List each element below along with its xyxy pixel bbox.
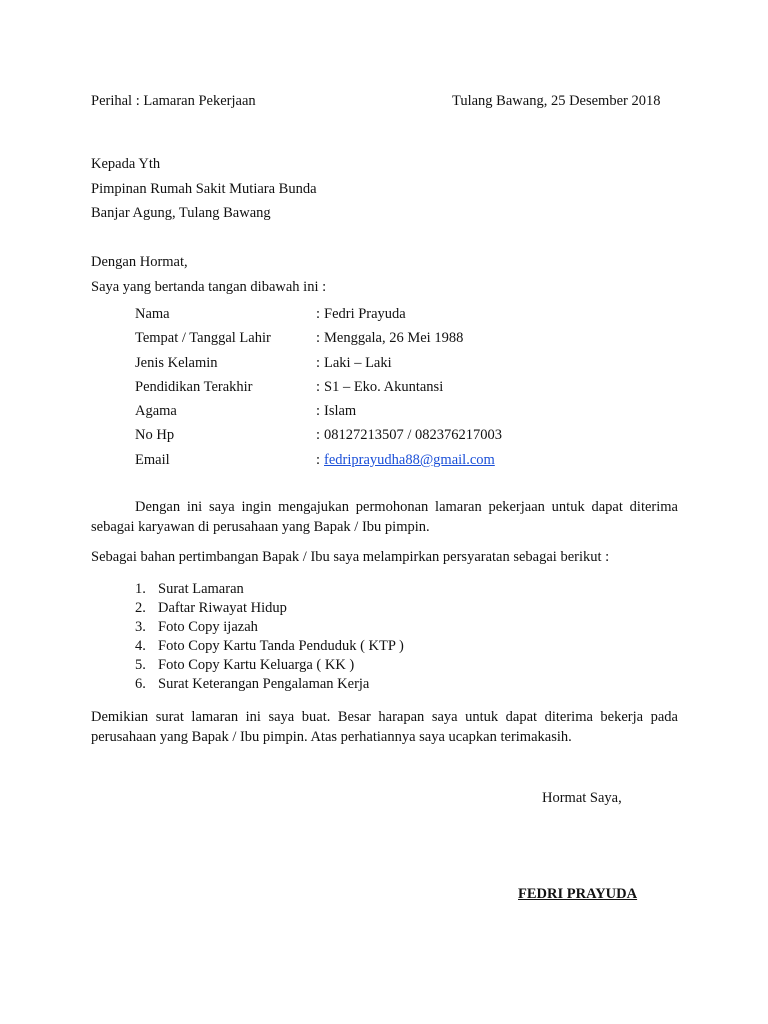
- identity-row-religion: [135, 402, 655, 420]
- recipient-line-3: Banjar Agung, Tulang Bawang: [91, 205, 271, 221]
- list-item: [135, 637, 635, 655]
- list-item-text: Surat Keterangan Pengalaman Kerja: [158, 676, 370, 692]
- identity-value: S1 – Eko. Akuntansi: [324, 379, 444, 395]
- identity-colon: :: [316, 403, 321, 419]
- list-item-text: Daftar Riwayat Hidup: [158, 600, 287, 616]
- identity-label: No Hp: [135, 427, 175, 443]
- identity-value: Islam: [324, 403, 357, 419]
- identity-row-gender: [135, 354, 655, 372]
- greeting: Dengan Hormat,: [91, 254, 188, 270]
- list-item: [135, 599, 635, 617]
- identity-value: 08127213507 / 082376217003: [324, 427, 503, 443]
- list-item-number: 2.: [135, 600, 146, 616]
- identity-label: Nama: [135, 306, 170, 322]
- intro-line: Saya yang bertanda tangan dibawah ini :: [91, 279, 327, 295]
- list-item: [135, 618, 635, 636]
- list-item-number: 3.: [135, 619, 146, 635]
- identity-label: Email: [135, 452, 170, 468]
- identity-row-email: [135, 451, 655, 469]
- identity-value: Laki – Laki: [324, 355, 392, 371]
- place-date: Tulang Bawang, 25 Desember 2018: [452, 93, 661, 109]
- list-item-number: 1.: [135, 581, 146, 597]
- list-item-text: Surat Lamaran: [158, 581, 244, 597]
- list-item-number: 5.: [135, 657, 146, 673]
- identity-label: Agama: [135, 403, 177, 419]
- recipient-line-2: Pimpinan Rumah Sakit Mutiara Bunda: [91, 181, 317, 197]
- identity-colon: :: [316, 452, 321, 468]
- list-item-number: 6.: [135, 676, 146, 692]
- identity-row-name: [135, 305, 655, 323]
- body-paragraph-1: Dengan ini saya ingin mengajukan permohonan lamaran pekerjaan untuk dapat diterima sebagai karyawan di perusahaan yang Bapak / Ibu pimpin.: [91, 499, 678, 535]
- list-item-text: Foto Copy Kartu Keluarga ( KK ): [158, 657, 355, 673]
- identity-colon: :: [316, 355, 321, 371]
- list-item-text: Foto Copy Kartu Tanda Penduduk ( KTP ): [158, 638, 404, 654]
- list-item: [135, 656, 635, 674]
- identity-colon: :: [316, 330, 321, 346]
- list-item-number: 4.: [135, 638, 146, 654]
- identity-value: Fedri Prayuda: [324, 306, 406, 322]
- identity-colon: :: [316, 306, 321, 322]
- identity-row-birth: [135, 329, 655, 347]
- list-item: [135, 580, 635, 598]
- identity-label: Tempat / Tanggal Lahir: [135, 330, 271, 346]
- signatory-name: FEDRI PRAYUDA: [518, 886, 638, 902]
- identity-row-phone: [135, 426, 655, 444]
- email-link[interactable]: fedriprayudha88@gmail.com: [324, 452, 495, 468]
- regards: Hormat Saya,: [542, 790, 622, 806]
- list-item: [135, 675, 635, 693]
- recipient-line-1: Kepada Yth: [91, 156, 161, 172]
- identity-label: Jenis Kelamin: [135, 355, 218, 371]
- list-item-text: Foto Copy ijazah: [158, 619, 258, 635]
- identity-row-education: [135, 378, 655, 396]
- body-paragraph-2: Sebagai bahan pertimbangan Bapak / Ibu saya melampirkan persyaratan sebagai berikut :: [91, 549, 610, 565]
- identity-label: Pendidikan Terakhir: [135, 379, 253, 395]
- identity-colon: :: [316, 427, 321, 443]
- closing-paragraph: Demikian surat lamaran ini saya buat. Besar harapan saya untuk dapat diterima bekerja pada perusahaan yang Bapak / Ibu pimpin. Atas perhatiannya saya ucapkan terimakasih.: [91, 709, 678, 745]
- subject-line: Perihal : Lamaran Pekerjaan: [91, 93, 256, 109]
- identity-value: Menggala, 26 Mei 1988: [324, 330, 464, 346]
- identity-colon: :: [316, 379, 321, 395]
